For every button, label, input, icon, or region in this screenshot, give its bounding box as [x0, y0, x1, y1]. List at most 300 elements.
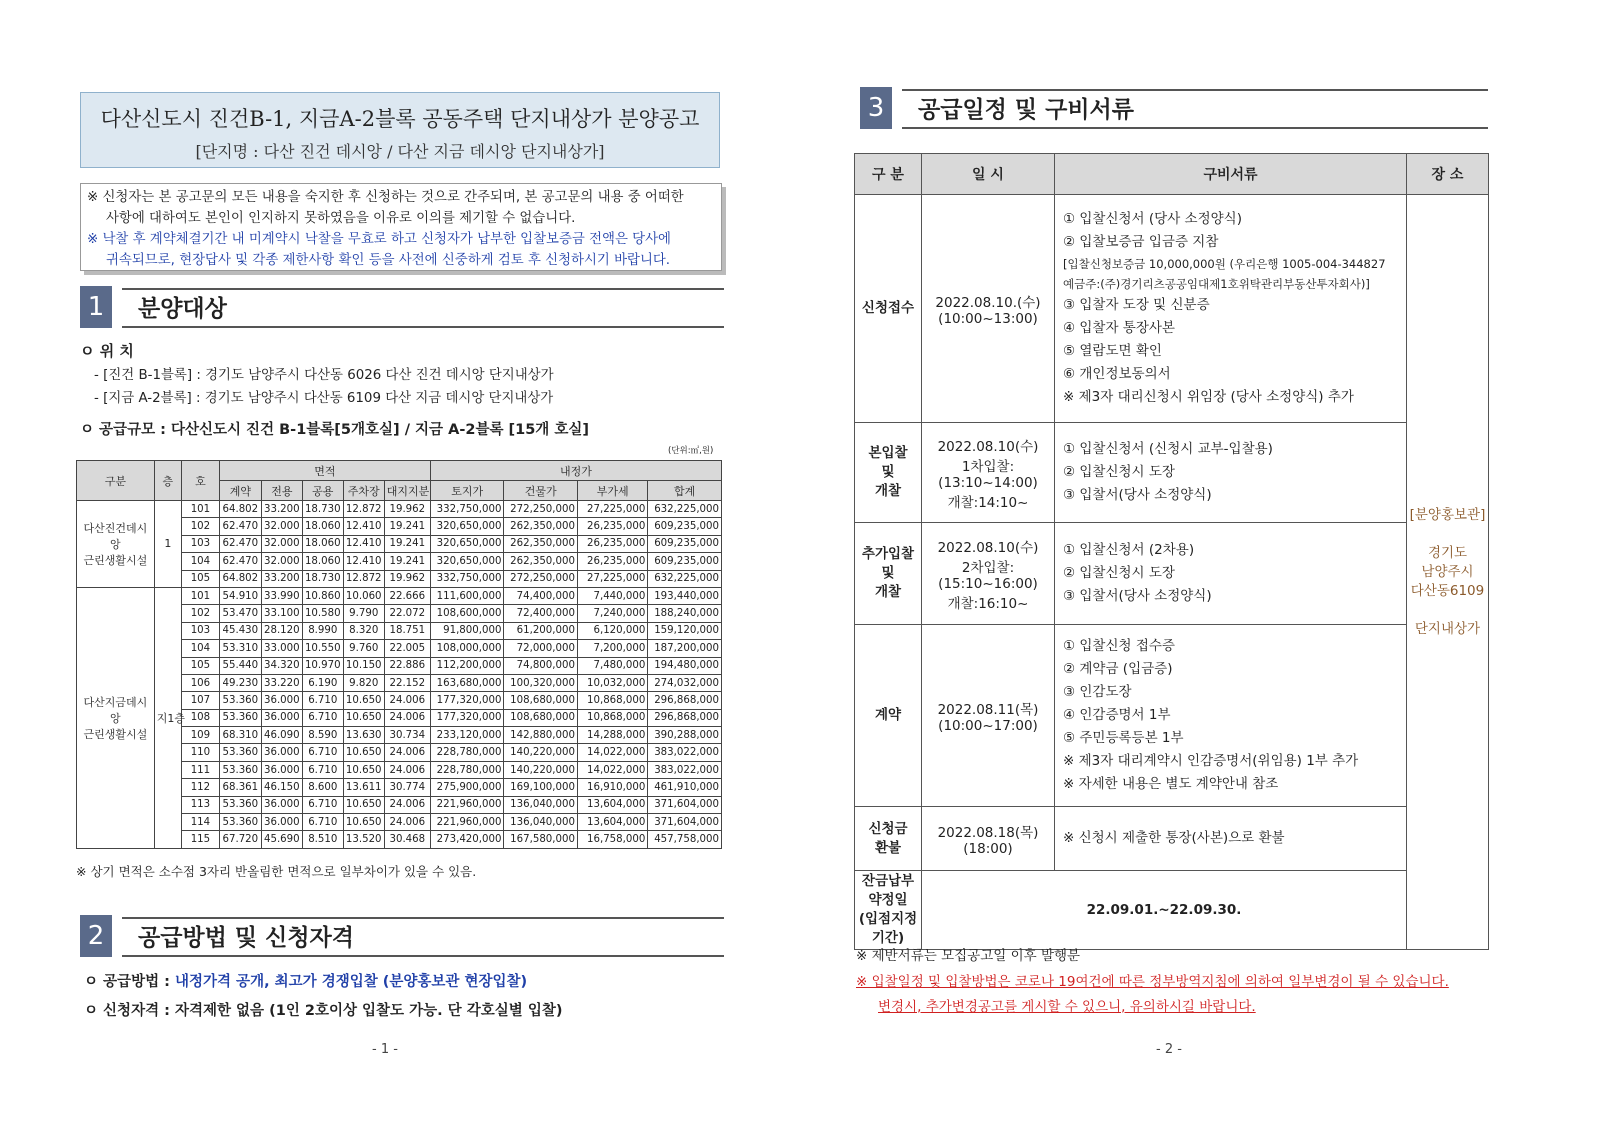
table-cell: 7,480,000: [577, 657, 647, 674]
table-cell: 108,600,000: [430, 605, 504, 622]
datetime-line: 2022.08.10.(수): [935, 294, 1041, 311]
table-cell: 383,022,000: [648, 744, 722, 761]
table-cell: 188,240,000: [648, 605, 722, 622]
table-cell: 140,220,000: [504, 744, 578, 761]
schedule-datetime: [922, 195, 1055, 423]
th-floor: 층: [154, 461, 181, 501]
datetime-line: 2022.08.10(수): [937, 539, 1039, 556]
table-cell: 177,320,000: [430, 692, 504, 709]
table-cell: 53.360: [219, 744, 261, 761]
table-cell: 19.241: [384, 535, 430, 552]
table-cell: 13.611: [343, 779, 384, 796]
section-number: 3: [860, 87, 892, 129]
table-cell: 193,440,000: [648, 587, 722, 604]
notice-title: 다산신도시 진건B-1, 지금A-2블록 공동주택 단지내상가 분양공고: [100, 107, 700, 131]
th-documents: 구비서류: [1055, 154, 1407, 195]
table-cell: 10.650: [343, 761, 384, 778]
table-cell: 108,000,000: [430, 640, 504, 657]
table-cell: 13.520: [343, 831, 384, 848]
datetime-line: 2022.08.11(목): [937, 701, 1039, 718]
place-line: [1408, 601, 1487, 620]
table-cell: 36.000: [261, 709, 302, 726]
schedule-table: [854, 153, 1489, 950]
unit-number: 102: [182, 605, 220, 622]
document-item: ① 입찰신청서 (당사 소정양식): [1063, 211, 1242, 227]
table-cell: 6.710: [302, 796, 343, 813]
table-cell: 33.200: [261, 501, 302, 518]
datetime-line: 개찰:16:10~: [947, 595, 1029, 612]
table-cell: 53.310: [219, 640, 261, 657]
section-title: 공급방법 및 신청자격: [138, 925, 354, 951]
th-gubun: 구분: [77, 461, 155, 501]
caution-line-2: 사항에 대하여도 본인이 인지하지 못하였음을 이유로 이의를 제기할 수 없습니다.: [106, 211, 576, 226]
table-cell: 68.310: [219, 727, 261, 744]
table-cell: 320,650,000: [430, 553, 504, 570]
table-cell: 67.720: [219, 831, 261, 848]
schedule-category: 계약: [855, 625, 922, 807]
document-item: ① 입찰신청 접수증: [1063, 638, 1175, 654]
supply-method-value: 내정가격 공개, 최고가 경쟁입찰 (분양홍보관 현장입찰): [174, 974, 528, 990]
table-cell: 8.320: [343, 622, 384, 639]
location-label: ㅇ 위 치: [80, 342, 134, 360]
table-cell: 371,604,000: [648, 796, 722, 813]
table-cell: 33.200: [261, 570, 302, 587]
balance-payment-period: 22.09.01.~22.09.30.: [922, 871, 1407, 950]
table-cell: 296,868,000: [648, 709, 722, 726]
section-2-header: [80, 915, 724, 959]
table-cell: 14,022,000: [577, 744, 647, 761]
document-item: ① 입찰신청서 (2차용): [1063, 542, 1195, 558]
table-cell: 55.440: [219, 657, 261, 674]
unit-number: 115: [182, 831, 220, 848]
th-area-exclusive: 전용: [261, 481, 302, 501]
table-cell: 13,604,000: [577, 814, 647, 831]
table-cell: 177,320,000: [430, 709, 504, 726]
unit-number: 107: [182, 692, 220, 709]
table-cell: 53.470: [219, 605, 261, 622]
table-cell: 22.152: [384, 674, 430, 691]
notice-subtitle: [단지명 : 다산 진건 데시앙 / 다산 지금 데시앙 단지내상가]: [195, 142, 605, 161]
table-cell: 64.802: [219, 501, 261, 518]
table-row: [77, 501, 722, 518]
table-cell: 53.360: [219, 692, 261, 709]
table-cell: 163,680,000: [430, 674, 504, 691]
table-cell: 22.886: [384, 657, 430, 674]
document-item: ⑤ 주민등록등본 1부: [1063, 730, 1184, 746]
table-cell: 36.000: [261, 761, 302, 778]
table-cell: 8.600: [302, 779, 343, 796]
table-cell: 371,604,000: [648, 814, 722, 831]
unit-number: 113: [182, 796, 220, 813]
schedule-row: [855, 195, 1489, 423]
table-cell: 12.872: [343, 501, 384, 518]
table-cell: 273,420,000: [430, 831, 504, 848]
section-rule-bottom: [122, 326, 724, 328]
place-line: 다산동6109: [1410, 582, 1485, 599]
section-3-header: [860, 87, 1488, 131]
section-number: 1: [80, 286, 112, 328]
unit-number: 108: [182, 709, 220, 726]
table-cell: 8.510: [302, 831, 343, 848]
table-cell: 6.710: [302, 761, 343, 778]
table-cell: 233,120,000: [430, 727, 504, 744]
schedule-datetime: [922, 523, 1055, 625]
document-item: ③ 입찰서(당사 소정양식): [1063, 487, 1212, 503]
table-cell: 10.060: [343, 587, 384, 604]
location-item-1: - [진건 B-1블록] : 경기도 남양주시 다산동 6026 다산 진건 데시앙 단지내상가: [94, 368, 554, 383]
document-item: ⑥ 개인정보동의서: [1063, 366, 1171, 382]
group-floor: 지1층: [154, 587, 181, 848]
datetime-line: 2022.08.18(목): [937, 824, 1039, 841]
table-cell: 12.410: [343, 535, 384, 552]
document-item: ④ 입찰자 통장사본: [1063, 320, 1175, 336]
unit-number: 104: [182, 640, 220, 657]
table-cell: 14,288,000: [577, 727, 647, 744]
table-cell: 7,440,000: [577, 587, 647, 604]
unit-number: 101: [182, 501, 220, 518]
unit-number: 103: [182, 622, 220, 639]
document-item: ④ 인감증명서 1부: [1063, 707, 1171, 723]
group-name: 다산지금데시앙 근린생활시설: [77, 587, 155, 848]
page-number: - 2 -: [1156, 1042, 1182, 1057]
table-cell: 26,235,000: [577, 553, 647, 570]
table-cell: 13,604,000: [577, 796, 647, 813]
table-cell: 36.000: [261, 692, 302, 709]
table-cell: 36.000: [261, 744, 302, 761]
section-1-header: [80, 286, 724, 330]
table-cell: 61,200,000: [504, 622, 578, 639]
table-cell: 33.000: [261, 640, 302, 657]
table-cell: 6,120,000: [577, 622, 647, 639]
caution-line-3: ※ 낙찰 후 계약체결기간 내 미계약시 낙찰을 무효로 하고 신청자가 납부한 입찰보증금 전액은 당사에: [87, 232, 671, 247]
table-cell: 8.590: [302, 727, 343, 744]
table-cell: 33.220: [261, 674, 302, 691]
table-cell: 221,960,000: [430, 796, 504, 813]
page-2: [800, 0, 1600, 1129]
section-title: 분양대상: [138, 296, 227, 322]
table-cell: 53.360: [219, 709, 261, 726]
document-item: ※ 제3자 대리계약시 인감증명서(위임용) 1부 추가: [1063, 753, 1359, 769]
table-cell: 91,800,000: [430, 622, 504, 639]
table-cell: 10.650: [343, 692, 384, 709]
th-area-parking: 주차장: [343, 481, 384, 501]
schedule-category: 추가입찰 및 개찰: [855, 523, 922, 625]
table-cell: 24.006: [384, 814, 430, 831]
place-line: [1408, 525, 1487, 544]
schedule-category: 본입찰 및 개찰: [855, 423, 922, 523]
unit-number: 106: [182, 674, 220, 691]
schedule-documents: [1055, 625, 1407, 807]
table-cell: 46.150: [261, 779, 302, 796]
table-cell: 26,235,000: [577, 518, 647, 535]
th-area-land-share: 대지지분: [384, 481, 430, 501]
section-rule-bottom: [902, 127, 1488, 129]
th-price-total: 합계: [648, 481, 722, 501]
datetime-line: (15:10~16:00): [938, 575, 1038, 592]
table-cell: 142,880,000: [504, 727, 578, 744]
document-item: ② 입찰신청시 도장: [1063, 565, 1175, 581]
table-cell: 457,758,000: [648, 831, 722, 848]
table-cell: 228,780,000: [430, 744, 504, 761]
table-cell: 108,680,000: [504, 692, 578, 709]
table-cell: 32.000: [261, 553, 302, 570]
table-cell: 8.990: [302, 622, 343, 639]
table-cell: 30.468: [384, 831, 430, 848]
table-cell: 32.000: [261, 518, 302, 535]
table-cell: 10,868,000: [577, 709, 647, 726]
group-name: 다산진건데시앙 근린생활시설: [77, 501, 155, 588]
document-item: ③ 입찰자 도장 및 신분증: [1063, 297, 1210, 313]
table-cell: 10.650: [343, 814, 384, 831]
document-item: ② 계약금 (입금증): [1063, 661, 1173, 677]
table-cell: 12.410: [343, 553, 384, 570]
table-cell: 262,350,000: [504, 535, 578, 552]
document-item: ⑤ 열람도면 확인: [1063, 343, 1162, 359]
table-cell: 16,910,000: [577, 779, 647, 796]
th-area-contract: 계약: [219, 481, 261, 501]
caution-line-1: ※ 신청자는 본 공고문의 모든 내용을 숙지한 후 신청하는 것으로 간주되며, 본 공고문의 내용 중 어떠한: [87, 190, 684, 205]
table-cell: 194,480,000: [648, 657, 722, 674]
area-note: ※ 상기 면적은 소수점 3자리 반올림한 면적으로 일부차이가 있을 수 있음.: [76, 864, 477, 879]
table-cell: 6.710: [302, 709, 343, 726]
note-documents: ※ 제반서류는 모집공고일 이후 발행분: [856, 948, 1081, 964]
th-price-vat: 부가세: [577, 481, 647, 501]
caution-box: [80, 183, 722, 271]
table-cell: 9.760: [343, 640, 384, 657]
table-cell: 19.962: [384, 501, 430, 518]
document-item: ② 입찰보증금 입금증 지참: [1063, 234, 1219, 250]
unit-number: 104: [182, 553, 220, 570]
table-cell: 10,032,000: [577, 674, 647, 691]
table-cell: 18.730: [302, 570, 343, 587]
page-number: - 1 -: [372, 1042, 398, 1057]
document-item: ※ 제3자 대리신청시 위임장 (당사 소정양식) 추가: [1063, 389, 1354, 405]
table-cell: 54.910: [219, 587, 261, 604]
th-area: 면적: [219, 461, 430, 481]
qualification: ㅇ 신청자격 : 자격제한 없음 (1인 2호이상 입찰도 가능. 단 각호실별 입찰): [84, 1003, 563, 1019]
schedule-table-body: [855, 195, 1489, 950]
table-cell: 221,960,000: [430, 814, 504, 831]
place-line: [분양홍보관]: [1409, 506, 1486, 523]
table-cell: 10.650: [343, 709, 384, 726]
table-cell: 383,022,000: [648, 761, 722, 778]
table-cell: 108,680,000: [504, 709, 578, 726]
table-cell: 332,750,000: [430, 501, 504, 518]
table-row: [77, 587, 722, 604]
section-title: 공급일정 및 구비서류: [918, 97, 1134, 123]
table-cell: 32.000: [261, 535, 302, 552]
table-cell: 64.802: [219, 570, 261, 587]
schedule-datetime: [922, 423, 1055, 523]
table-cell: 262,350,000: [504, 553, 578, 570]
table-cell: 27,225,000: [577, 570, 647, 587]
datetime-line: (13:10~14:00): [938, 474, 1038, 491]
table-cell: 62.470: [219, 535, 261, 552]
table-cell: 14,022,000: [577, 761, 647, 778]
table-cell: 18.060: [302, 518, 343, 535]
th-price: 내정가: [430, 461, 721, 481]
table-cell: 24.006: [384, 761, 430, 778]
datetime-line: (10:00~13:00): [938, 310, 1038, 327]
table-cell: 68.361: [219, 779, 261, 796]
table-cell: 632,225,000: [648, 501, 722, 518]
table-cell: 36.000: [261, 814, 302, 831]
place-line: 남양주시: [1421, 563, 1474, 580]
document-item: [입찰신청보증금 10,000,000원 (우리은행 1005-004-344827: [1063, 257, 1386, 271]
document-item: ③ 인감도장: [1063, 684, 1132, 700]
unit-number: 105: [182, 657, 220, 674]
table-cell: 62.470: [219, 553, 261, 570]
datetime-line: (18:00): [963, 840, 1013, 857]
table-cell: 53.360: [219, 814, 261, 831]
table-cell: 19.241: [384, 553, 430, 570]
table-cell: 112,200,000: [430, 657, 504, 674]
document-item: 예금주:(주)경기리츠공공임대제1호위탁관리부동산투자회사)]: [1063, 277, 1370, 291]
table-cell: 272,250,000: [504, 570, 578, 587]
table-cell: 159,120,000: [648, 622, 722, 639]
table-cell: 262,350,000: [504, 518, 578, 535]
table-cell: 30.774: [384, 779, 430, 796]
table-cell: 100,320,000: [504, 674, 578, 691]
table-cell: 24.006: [384, 796, 430, 813]
table-cell: 24.006: [384, 692, 430, 709]
table-cell: 45.430: [219, 622, 261, 639]
table-cell: 46.090: [261, 727, 302, 744]
table-cell: 6.710: [302, 692, 343, 709]
table-cell: 18.060: [302, 553, 343, 570]
table-cell: 22.005: [384, 640, 430, 657]
table-cell: 19.962: [384, 570, 430, 587]
document-item: ② 입찰신청시 도장: [1063, 464, 1175, 480]
unit-number: 110: [182, 744, 220, 761]
table-cell: 6.190: [302, 674, 343, 691]
schedule-row: [855, 523, 1489, 625]
table-cell: 9.820: [343, 674, 384, 691]
table-cell: 10.650: [343, 796, 384, 813]
schedule-row: [855, 625, 1489, 807]
th-price-building: 건물가: [504, 481, 578, 501]
table-cell: 390,288,000: [648, 727, 722, 744]
schedule-category: 잔금납부 약정일 (입점지정 기간): [855, 871, 922, 950]
place-line: 경기도: [1427, 544, 1468, 561]
notice-title-box: [80, 92, 720, 168]
schedule-documents: [1055, 807, 1407, 871]
table-cell: 27,225,000: [577, 501, 647, 518]
th-place: 장 소: [1407, 154, 1489, 195]
th-area-common: 공용: [302, 481, 343, 501]
datetime-line: 1차입찰:: [961, 458, 1015, 475]
table-cell: 33.990: [261, 587, 302, 604]
unit-number: 111: [182, 761, 220, 778]
table-cell: 74,400,000: [504, 587, 578, 604]
table-cell: 72,400,000: [504, 605, 578, 622]
table-cell: 34.320: [261, 657, 302, 674]
document-item: ※ 신청시 제출한 통장(사본)으로 환불: [1063, 830, 1285, 846]
table-cell: 7,200,000: [577, 640, 647, 657]
table-cell: 26,235,000: [577, 535, 647, 552]
schedule-category: 신청접수: [855, 195, 922, 423]
table-cell: 228,780,000: [430, 761, 504, 778]
unit-number: 109: [182, 727, 220, 744]
unit-number: 102: [182, 518, 220, 535]
table-cell: 10.860: [302, 587, 343, 604]
table-cell: 140,220,000: [504, 761, 578, 778]
table-cell: 28.120: [261, 622, 302, 639]
th-ho: 호: [182, 461, 220, 501]
table-cell: 12.872: [343, 570, 384, 587]
table-cell: 632,225,000: [648, 570, 722, 587]
unit-number: 105: [182, 570, 220, 587]
table-cell: 22.666: [384, 587, 430, 604]
table-cell: 6.710: [302, 814, 343, 831]
unit-note: (단위:㎡,원): [668, 446, 714, 456]
table-cell: 272,250,000: [504, 501, 578, 518]
document-item: ① 입찰신청서 (신청시 교부-입찰용): [1063, 441, 1273, 457]
table-cell: 136,040,000: [504, 796, 578, 813]
table-cell: 10.650: [343, 744, 384, 761]
table-cell: 274,032,000: [648, 674, 722, 691]
supply-method: [84, 970, 527, 991]
th-price-land: 토지가: [430, 481, 504, 501]
table-cell: 136,040,000: [504, 814, 578, 831]
table-cell: 18.730: [302, 501, 343, 518]
document-item: ※ 자세한 내용은 별도 계약안내 참조: [1063, 776, 1279, 792]
datetime-line: 2차입찰:: [961, 559, 1015, 576]
area-table-body: [77, 501, 722, 849]
table-cell: 74,800,000: [504, 657, 578, 674]
supply-method-label: ㅇ 공급방법 :: [84, 974, 175, 990]
table-cell: 169,100,000: [504, 779, 578, 796]
table-cell: 609,235,000: [648, 535, 722, 552]
section-rule-bottom: [122, 955, 724, 957]
schedule-place: [1407, 195, 1489, 950]
table-cell: 22.072: [384, 605, 430, 622]
unit-number: 101: [182, 587, 220, 604]
table-cell: 609,235,000: [648, 518, 722, 535]
schedule-row: [855, 807, 1489, 871]
table-cell: 19.241: [384, 518, 430, 535]
table-cell: 10.970: [302, 657, 343, 674]
datetime-line: 2022.08.10(수): [937, 438, 1039, 455]
table-cell: 24.006: [384, 744, 430, 761]
schedule-row: [855, 423, 1489, 523]
unit-number: 112: [182, 779, 220, 796]
unit-number: 114: [182, 814, 220, 831]
document-item: ③ 입찰서(당사 소정양식): [1063, 588, 1212, 604]
schedule-documents: [1055, 523, 1407, 625]
table-cell: 53.360: [219, 761, 261, 778]
table-cell: 320,650,000: [430, 535, 504, 552]
note-change-warning: ※ 입찰일정 및 입찰방법은 코로나 19여건에 따른 정부방역지침에 의하여 일부변경이 될 수 있습니다.: [856, 974, 1449, 990]
table-cell: 72,000,000: [504, 640, 578, 657]
caution-line-4: 귀속되므로, 현장답사 및 각종 제한사항 확인 등을 사전에 신중하게 검토 후 신청하시기 바랍니다.: [106, 253, 671, 268]
group-floor: 1: [154, 501, 181, 588]
schedule-documents: [1055, 195, 1407, 423]
supply-scale: ㅇ 공급규모 : 다산신도시 진건 B-1블록[5개호실] / 지금 A-2블록 [15개 호실]: [80, 422, 590, 438]
table-cell: 49.230: [219, 674, 261, 691]
note-change-notice: 변경시, 추가변경공고를 게시할 수 있으니, 유의하시길 바랍니다.: [878, 999, 1256, 1015]
schedule-datetime: [922, 625, 1055, 807]
table-cell: 53.360: [219, 796, 261, 813]
table-cell: 6.710: [302, 744, 343, 761]
table-cell: 320,650,000: [430, 518, 504, 535]
table-cell: 275,900,000: [430, 779, 504, 796]
schedule-row: [855, 871, 1489, 950]
table-cell: 45.690: [261, 831, 302, 848]
table-cell: 18.060: [302, 535, 343, 552]
table-cell: 10.150: [343, 657, 384, 674]
table-cell: 16,758,000: [577, 831, 647, 848]
